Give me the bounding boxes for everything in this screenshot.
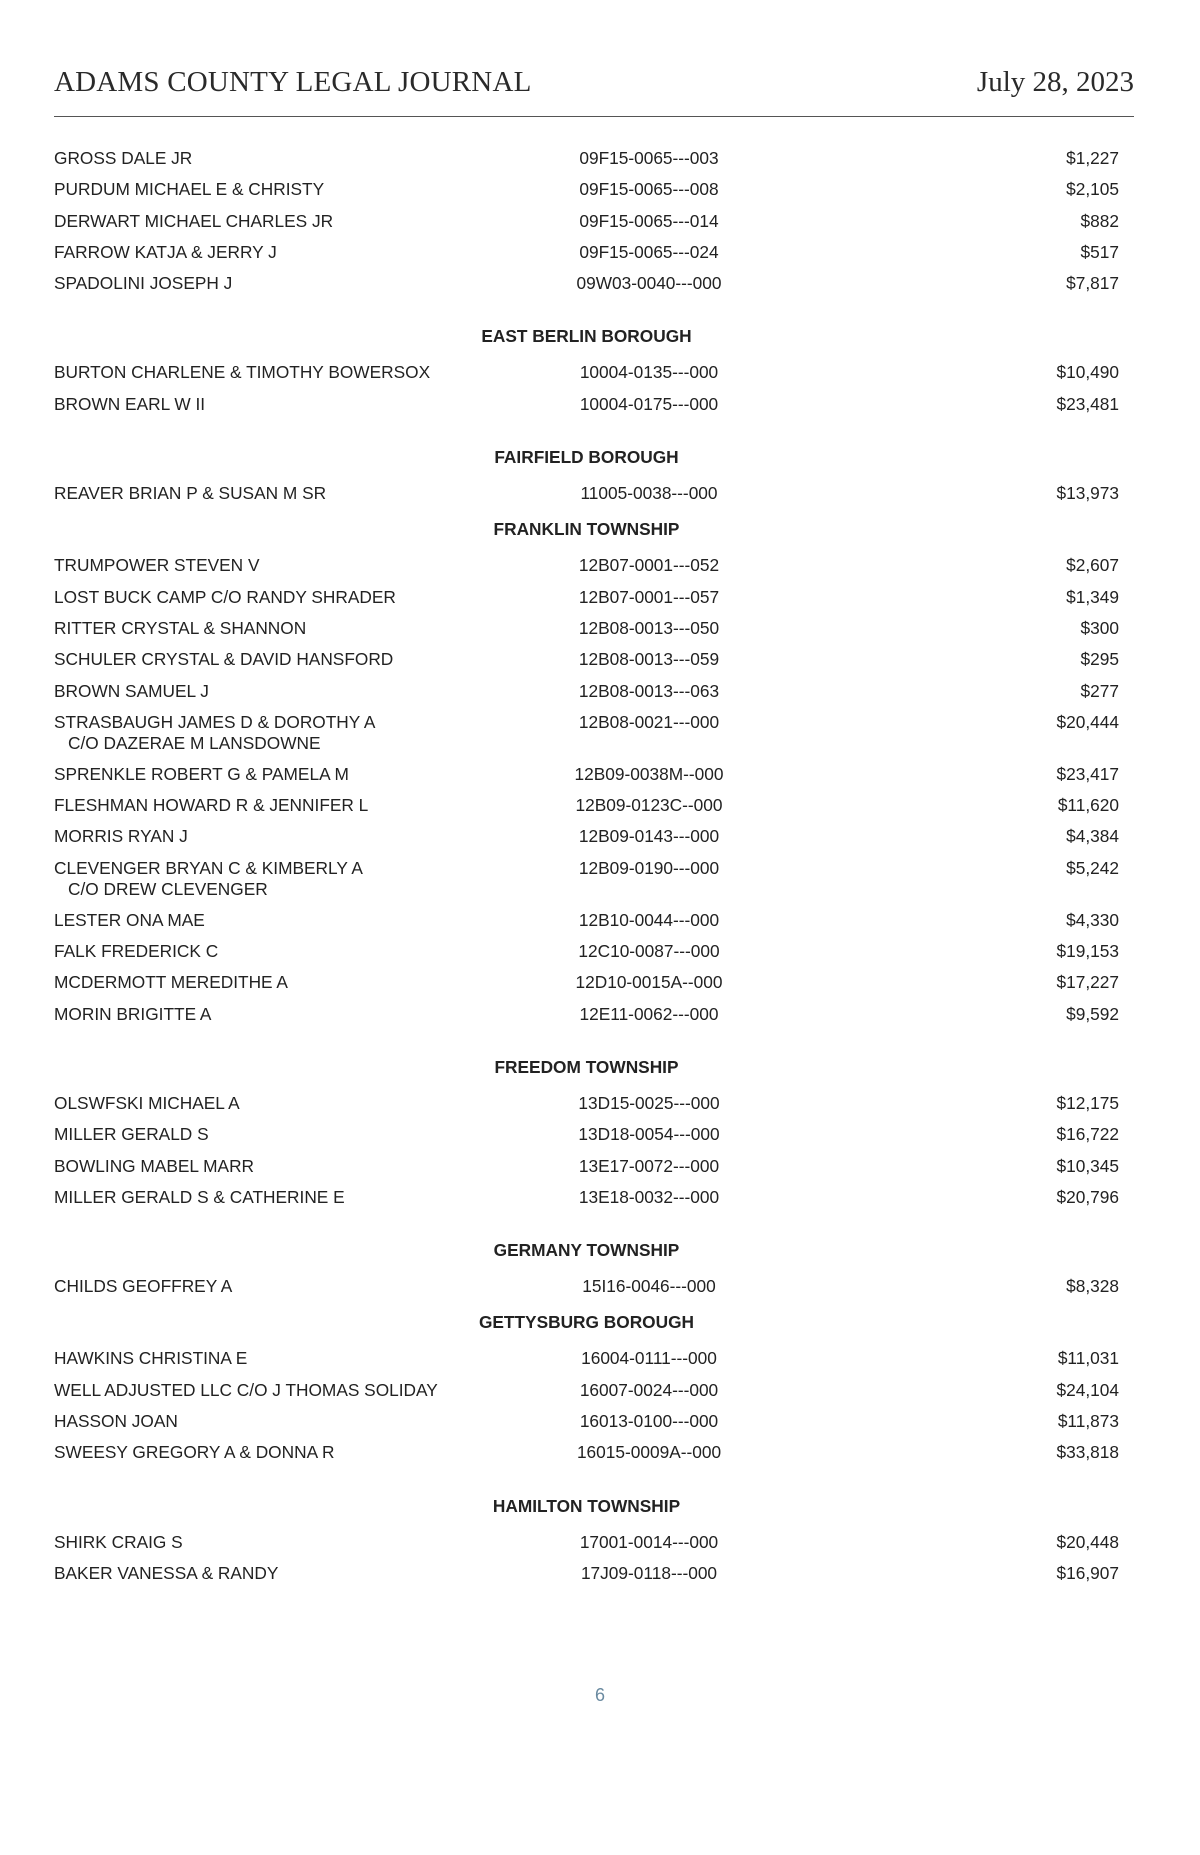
owner-name bbox=[54, 1442, 494, 1463]
amount-due: $10,490 bbox=[1056, 362, 1119, 383]
owner-name-line1: RITTER CRYSTAL & SHANNON bbox=[54, 617, 307, 638]
parcel-number: 09F15-0065---024 bbox=[579, 241, 719, 262]
owner-name bbox=[54, 242, 494, 263]
parcel-number: 12B07-0001---052 bbox=[578, 555, 720, 576]
listing-row bbox=[54, 1563, 1119, 1594]
owner-name-line1: HAWKINS CHRISTINA E bbox=[54, 1348, 248, 1369]
parcel-number: 12D10-0015A--000 bbox=[575, 972, 723, 993]
owner-name-line1: WELL ADJUSTED LLC C/O J THOMAS SOLIDAY bbox=[54, 1379, 438, 1400]
owner-name-line1: LOST BUCK CAMP C/O RANDY SHRADER bbox=[54, 586, 396, 607]
owner-name-line1: PURDUM MICHAEL E & CHRISTY bbox=[54, 179, 325, 200]
listing-row bbox=[54, 1380, 1119, 1411]
amount-due: $4,330 bbox=[1066, 909, 1119, 930]
amount-due: $1,227 bbox=[1066, 148, 1119, 168]
tax-listing bbox=[54, 148, 1119, 1594]
listing-row bbox=[54, 587, 1119, 618]
owner-name-line1: CHILDS GEOFFREY A bbox=[54, 1276, 233, 1297]
amount-due: $11,873 bbox=[1057, 1411, 1119, 1432]
owner-name-line1: LESTER ONA MAE bbox=[54, 909, 205, 930]
owner-name bbox=[54, 681, 494, 702]
parcel-number: 15I16-0046---000 bbox=[582, 1276, 716, 1297]
owner-name-line1: SPADOLINI JOSEPH J bbox=[54, 273, 233, 294]
listing-row bbox=[54, 362, 1119, 393]
owner-name-line1: MORRIS RYAN J bbox=[54, 826, 188, 847]
owner-name-line1: BURTON CHARLENE & TIMOTHY BOWERSOX bbox=[54, 362, 431, 383]
listing-row bbox=[54, 795, 1119, 826]
parcel-number: 13D18-0054---000 bbox=[578, 1124, 720, 1145]
owner-name bbox=[54, 941, 494, 962]
amount-due: $517 bbox=[1080, 241, 1119, 262]
parcel-number: 12B08-0021---000 bbox=[578, 711, 720, 732]
amount-due: $11,620 bbox=[1057, 795, 1119, 816]
amount-due: $300 bbox=[1080, 617, 1119, 638]
owner-name-line1: SPRENKLE ROBERT G & PAMELA M bbox=[54, 763, 349, 784]
owner-name bbox=[54, 826, 494, 847]
listing-row bbox=[54, 1156, 1119, 1187]
owner-name-line1: BROWN SAMUEL J bbox=[54, 680, 209, 701]
listing-row bbox=[54, 826, 1119, 857]
amount-due: $12,175 bbox=[1056, 1092, 1119, 1113]
owner-name bbox=[54, 483, 494, 504]
journal-title: ADAMS COUNTY LEGAL JOURNAL bbox=[54, 66, 532, 98]
parcel-number: 12C10-0087---000 bbox=[578, 941, 720, 962]
parcel-number: 12B09-0143---000 bbox=[578, 826, 720, 847]
owner-name-line2: C/O DAZERAE M LANSDOWNE bbox=[68, 732, 321, 753]
owner-name bbox=[54, 649, 494, 670]
amount-due: $20,448 bbox=[1056, 1531, 1119, 1552]
parcel-number: 17001-0014---000 bbox=[579, 1531, 719, 1552]
amount-due: $16,722 bbox=[1056, 1124, 1119, 1145]
owner-name-line1: MILLER GERALD S & CATHERINE E bbox=[54, 1186, 345, 1207]
amount-due: $882 bbox=[1080, 210, 1119, 231]
municipality-section bbox=[54, 1057, 1119, 1218]
owner-name bbox=[54, 764, 494, 785]
owner-name bbox=[54, 795, 494, 816]
amount-due: $8,328 bbox=[1066, 1276, 1119, 1297]
parcel-number: 12B10-0044---000 bbox=[578, 909, 720, 930]
owner-name bbox=[54, 1187, 494, 1208]
amount-due: $16,907 bbox=[1056, 1562, 1119, 1583]
owner-name-line1: GROSS DALE JR bbox=[54, 148, 193, 168]
owner-name bbox=[54, 1276, 494, 1297]
owner-name bbox=[54, 910, 494, 931]
amount-due: $23,481 bbox=[1056, 393, 1119, 414]
amount-due: $277 bbox=[1080, 680, 1119, 701]
municipality-heading-text: GETTYSBURG BOROUGH bbox=[478, 1312, 695, 1333]
owner-name-line1: SCHULER CRYSTAL & DAVID HANSFORD bbox=[54, 649, 394, 670]
amount-due: $13,973 bbox=[1056, 483, 1119, 504]
municipality-section bbox=[54, 1496, 1119, 1595]
listing-row bbox=[54, 1124, 1119, 1155]
owner-name-line1: FARROW KATJA & JERRY J bbox=[54, 241, 277, 262]
municipality-section bbox=[54, 1240, 1119, 1307]
parcel-number: 12B09-0190---000 bbox=[578, 857, 720, 878]
listing-row bbox=[54, 1348, 1119, 1379]
parcel-number: 16015-0009A--000 bbox=[576, 1442, 722, 1463]
owner-name-line1: SHIRK CRAIG S bbox=[54, 1531, 183, 1552]
owner-name bbox=[54, 858, 494, 900]
parcel-number: 12B08-0013---063 bbox=[578, 680, 720, 701]
listing-row bbox=[54, 681, 1119, 712]
municipality-heading bbox=[54, 519, 1119, 540]
page-header bbox=[54, 66, 1134, 117]
parcel-number: 16013-0100---000 bbox=[579, 1411, 719, 1432]
parcel-number: 12B07-0001---057 bbox=[578, 586, 720, 607]
owner-name-line1: SWEESY GREGORY A & DONNA R bbox=[54, 1442, 335, 1463]
parcel-number: 13E18-0032---000 bbox=[578, 1186, 720, 1207]
listing-row bbox=[54, 649, 1119, 680]
owner-name-line2: C/O DREW CLEVENGER bbox=[68, 878, 268, 899]
listing-row bbox=[54, 483, 1119, 514]
continued-rows bbox=[54, 148, 1119, 304]
parcel-number: 13E17-0072---000 bbox=[578, 1155, 720, 1176]
amount-due: $20,444 bbox=[1056, 711, 1119, 732]
listing-row bbox=[54, 910, 1119, 941]
owner-name bbox=[54, 972, 494, 993]
municipality-heading-text: GERMANY TOWNSHIP bbox=[493, 1240, 680, 1261]
amount-due: $9,592 bbox=[1066, 1003, 1119, 1024]
municipality-heading bbox=[54, 1240, 1119, 1261]
parcel-number: 16004-0111---000 bbox=[581, 1348, 717, 1369]
page-number: 6 bbox=[594, 1685, 605, 1705]
listing-row bbox=[54, 242, 1119, 273]
parcel-number: 10004-0135---000 bbox=[579, 362, 719, 383]
municipality-section bbox=[54, 326, 1119, 425]
listing-row bbox=[54, 858, 1119, 910]
parcel-number: 12E11-0062---000 bbox=[579, 1003, 719, 1024]
municipality-section bbox=[54, 1312, 1119, 1473]
parcel-number: 12B09-0123C--000 bbox=[575, 795, 723, 816]
owner-name bbox=[54, 394, 494, 415]
owner-name bbox=[54, 179, 494, 200]
listing-row bbox=[54, 555, 1119, 586]
municipality-heading bbox=[54, 1057, 1119, 1078]
municipality-heading-text: HAMILTON TOWNSHIP bbox=[492, 1495, 681, 1516]
parcel-number: 17J09-0118---000 bbox=[580, 1562, 718, 1583]
municipality-section bbox=[54, 447, 1119, 514]
owner-name bbox=[54, 712, 494, 754]
amount-due: $5,242 bbox=[1066, 857, 1119, 878]
owner-name bbox=[54, 1093, 494, 1114]
parcel-number: 13D15-0025---000 bbox=[578, 1092, 720, 1113]
listing-row bbox=[54, 179, 1119, 210]
listing-row bbox=[54, 1187, 1119, 1218]
owner-name-line1: CLEVENGER BRYAN C & KIMBERLY A bbox=[54, 857, 363, 878]
owner-name-line1: BOWLING MABEL MARR bbox=[54, 1155, 255, 1176]
listing-row bbox=[54, 764, 1119, 795]
listing-row bbox=[54, 1442, 1119, 1473]
amount-due: $23,417 bbox=[1056, 763, 1119, 784]
parcel-number: 09F15-0065---003 bbox=[579, 148, 719, 168]
owner-name bbox=[54, 587, 494, 608]
parcel-number: 09F15-0065---008 bbox=[579, 179, 719, 200]
parcel-number: 09F15-0065---014 bbox=[579, 210, 719, 231]
amount-due: $33,818 bbox=[1056, 1442, 1119, 1463]
owner-name-line1: OLSWFSKI MICHAEL A bbox=[54, 1092, 240, 1113]
amount-due: $7,817 bbox=[1066, 273, 1119, 294]
listing-row bbox=[54, 712, 1119, 764]
owner-name bbox=[54, 1124, 494, 1145]
municipality-heading bbox=[54, 447, 1119, 468]
parcel-number: 12B08-0013---050 bbox=[578, 617, 720, 638]
municipality-heading-text: FREEDOM TOWNSHIP bbox=[494, 1056, 679, 1077]
owner-name bbox=[54, 555, 494, 576]
owner-name-line1: HASSON JOAN bbox=[54, 1411, 178, 1432]
amount-due: $4,384 bbox=[1066, 826, 1119, 847]
amount-due: $19,153 bbox=[1056, 941, 1119, 962]
listing-row bbox=[54, 148, 1119, 179]
owner-name bbox=[54, 618, 494, 639]
owner-name bbox=[54, 211, 494, 232]
owner-name-line1: MCDERMOTT MEREDITHE A bbox=[54, 972, 288, 993]
owner-name bbox=[54, 1411, 494, 1432]
amount-due: $20,796 bbox=[1056, 1186, 1119, 1207]
amount-due: $24,104 bbox=[1056, 1379, 1119, 1400]
listing-row bbox=[54, 1411, 1119, 1442]
owner-name-line1: STRASBAUGH JAMES D & DOROTHY A bbox=[54, 711, 376, 732]
amount-due: $11,031 bbox=[1057, 1348, 1119, 1369]
amount-due: $295 bbox=[1080, 649, 1119, 670]
parcel-number: 09W03-0040---000 bbox=[576, 273, 722, 294]
listing-row bbox=[54, 941, 1119, 972]
listing-row bbox=[54, 972, 1119, 1003]
municipality-heading bbox=[54, 1312, 1119, 1333]
municipality-heading bbox=[54, 1496, 1119, 1517]
listing-row bbox=[54, 1093, 1119, 1124]
amount-due: $17,227 bbox=[1056, 972, 1119, 993]
amount-due: $2,607 bbox=[1066, 555, 1119, 576]
listing-row bbox=[54, 273, 1119, 304]
amount-due: $10,345 bbox=[1056, 1155, 1119, 1176]
owner-name-line1: DERWART MICHAEL CHARLES JR bbox=[54, 210, 334, 231]
owner-name bbox=[54, 273, 494, 294]
parcel-number: 10004-0175---000 bbox=[579, 393, 719, 414]
owner-name-line1: BROWN EARL W II bbox=[54, 393, 206, 414]
owner-name bbox=[54, 1348, 494, 1369]
journal-date: July 28, 2023 bbox=[976, 66, 1134, 98]
parcel-number: 16007-0024---000 bbox=[579, 1379, 719, 1400]
municipality-section bbox=[54, 519, 1119, 1035]
municipality-heading-text: FRANKLIN TOWNSHIP bbox=[493, 519, 680, 540]
owner-name bbox=[54, 1380, 494, 1401]
parcel-number: 12B09-0038M--000 bbox=[574, 763, 724, 784]
municipality-heading-text: EAST BERLIN BOROUGH bbox=[481, 326, 692, 347]
municipality-heading bbox=[54, 326, 1119, 347]
parcel-number: 12B08-0013---059 bbox=[578, 649, 720, 670]
owner-name-line1: TRUMPOWER STEVEN V bbox=[54, 555, 260, 576]
parcel-number: 11005-0038---000 bbox=[580, 483, 718, 504]
listing-row bbox=[54, 618, 1119, 649]
owner-name bbox=[54, 1532, 494, 1553]
owner-name-line1: FALK FREDERICK C bbox=[54, 941, 219, 962]
amount-due: $2,105 bbox=[1066, 179, 1119, 200]
owner-name-line1: REAVER BRIAN P & SUSAN M SR bbox=[54, 483, 327, 504]
municipality-heading-text: FAIRFIELD BOROUGH bbox=[494, 447, 679, 468]
owner-name bbox=[54, 362, 494, 383]
amount-due: $1,349 bbox=[1066, 586, 1119, 607]
listing-row bbox=[54, 211, 1119, 242]
owner-name bbox=[54, 1004, 494, 1025]
listing-row bbox=[54, 1532, 1119, 1563]
owner-name-line1: BAKER VANESSA & RANDY bbox=[54, 1562, 279, 1583]
owner-name-line1: MORIN BRIGITTE A bbox=[54, 1003, 212, 1024]
listing-row bbox=[54, 394, 1119, 425]
owner-name-line1: MILLER GERALD S bbox=[54, 1124, 209, 1145]
listing-row bbox=[54, 1004, 1119, 1035]
owner-name bbox=[54, 148, 494, 169]
owner-name bbox=[54, 1563, 494, 1584]
listing-row bbox=[54, 1276, 1119, 1307]
owner-name bbox=[54, 1156, 494, 1177]
owner-name-line1: FLESHMAN HOWARD R & JENNIFER L bbox=[54, 795, 369, 816]
